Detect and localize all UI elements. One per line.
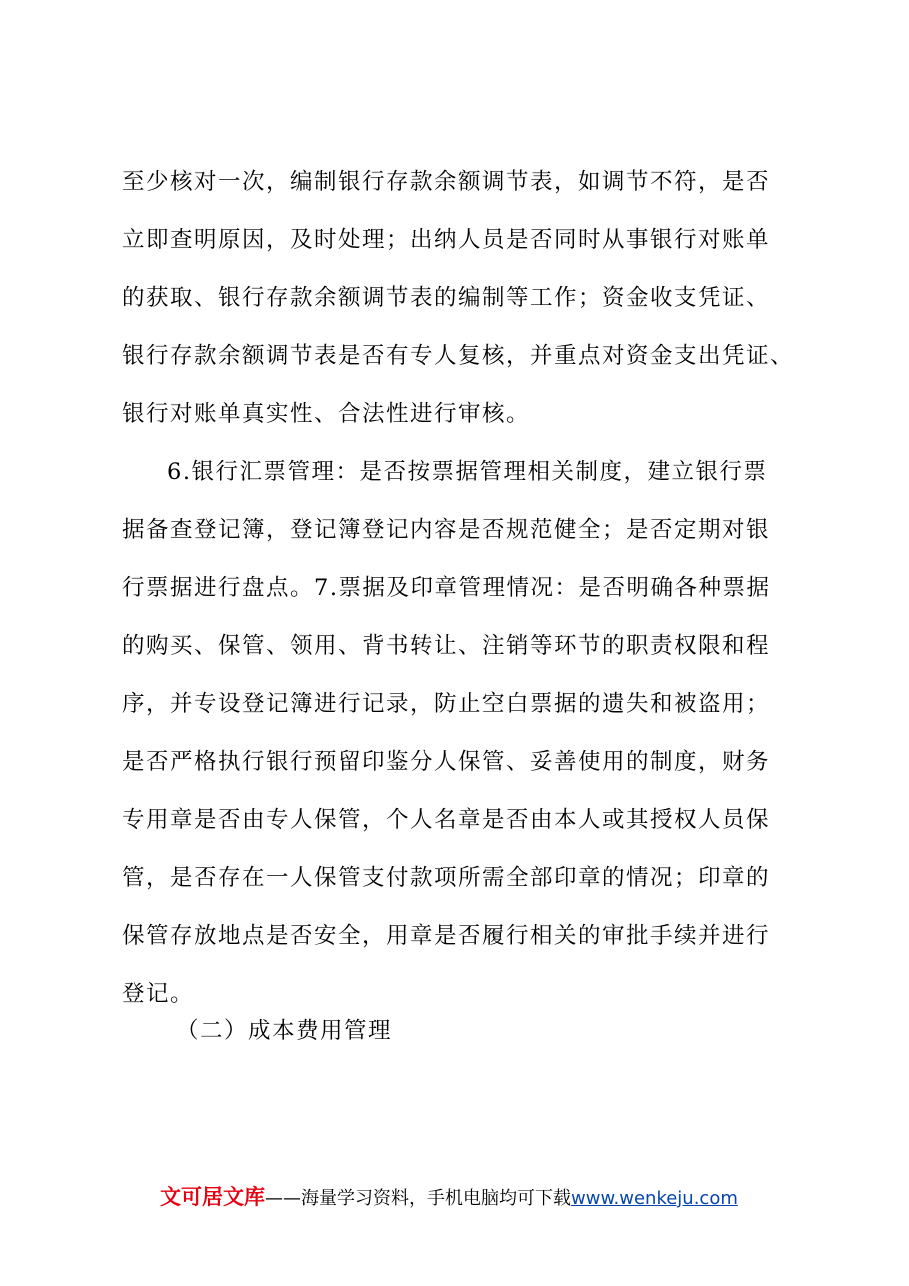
body-text-line: 至少核对一次，编制银行存款余额调节表，如调节不符，是否: [122, 169, 771, 195]
body-text-line: 专用章是否由专人保管，个人名章是否由本人或其授权人员保: [122, 807, 771, 833]
body-text-line: 行票据进行盘点。7.票据及印章管理情况：是否明确各种票据: [122, 575, 771, 601]
footer-brand: 文可居文库: [160, 1185, 265, 1209]
body-text-line: 登记。: [122, 981, 195, 1007]
body-text-line: 6.银行汇票管理：是否按票据管理相关制度，建立银行票: [167, 459, 768, 485]
footer-banner: [160, 1183, 738, 1211]
section-heading: （二）成本费用管理: [176, 1018, 393, 1044]
body-text-line: 银行存款余额调节表是否有专人复核，并重点对资金支出凭证、: [122, 343, 795, 369]
footer-url-link[interactable]: www.wenkeju.com: [571, 1188, 738, 1209]
body-text-line: 立即查明原因，及时处理；出纳人员是否同时从事银行对账单: [122, 227, 771, 253]
footer-tagline: ——海量学习资料，手机电脑均可下载: [265, 1188, 571, 1209]
body-text-line: 序，并专设登记簿进行记录，防止空白票据的遗失和被盗用；: [122, 691, 771, 717]
body-text-line: 据备查登记簿，登记簿登记内容是否规范健全；是否定期对银: [122, 517, 771, 543]
body-text-line: 银行对账单真实性、合法性进行审核。: [122, 401, 531, 427]
body-text-line: 的购买、保管、领用、背书转让、注销等环节的职责权限和程: [122, 633, 771, 659]
body-text-line: 保管存放地点是否安全，用章是否履行相关的审批手续并进行: [122, 923, 771, 949]
body-text-line: 的获取、银行存款余额调节表的编制等工作；资金收支凭证、: [122, 285, 771, 311]
body-text-line: 管，是否存在一人保管支付款项所需全部印章的情况；印章的: [122, 865, 771, 891]
body-text-line: 是否严格执行银行预留印鉴分人保管、妥善使用的制度，财务: [122, 749, 771, 775]
